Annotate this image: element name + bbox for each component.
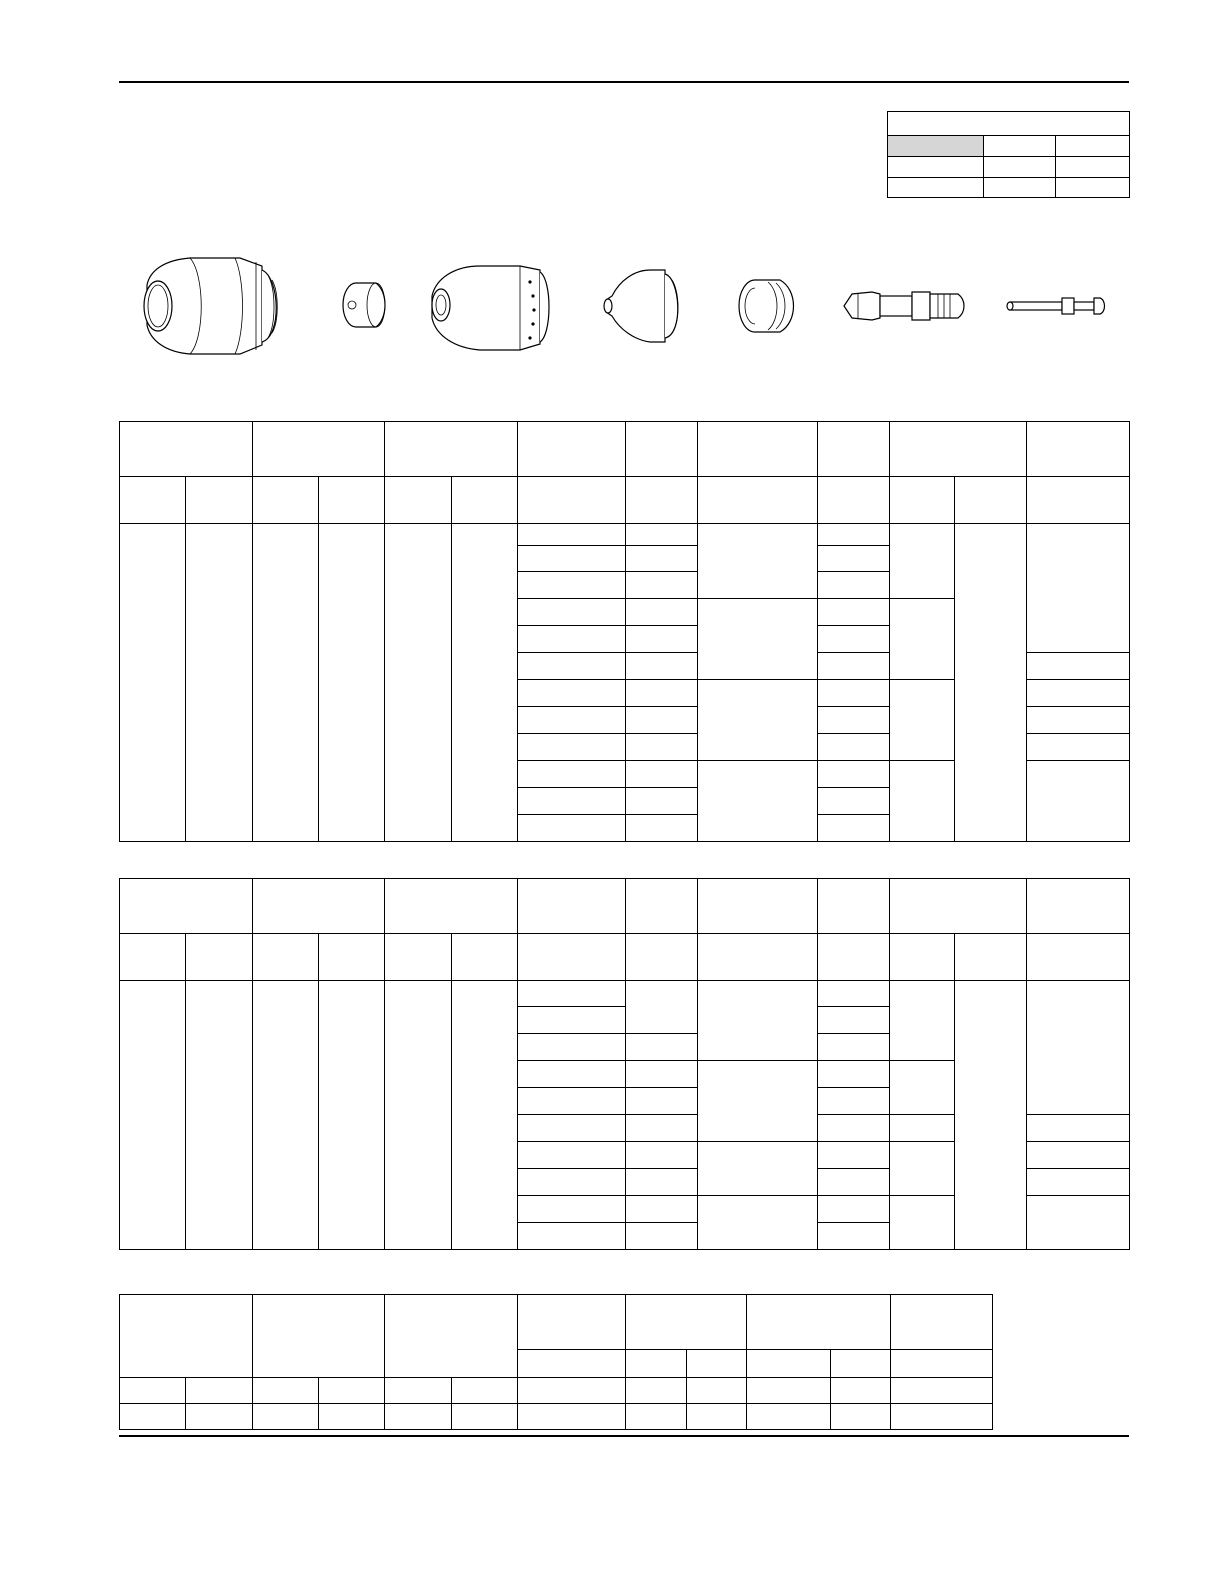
header-cell: [698, 879, 818, 934]
table-cell: [626, 788, 698, 815]
header-cell: [891, 1295, 993, 1350]
subheader-cell: [518, 477, 626, 524]
table-cell: [891, 1404, 993, 1430]
table-cell: [518, 1034, 626, 1061]
merged-cell: [890, 599, 955, 680]
merged-cell: [698, 599, 818, 680]
merged-cell: [1027, 761, 1130, 842]
merged-cell: [120, 981, 186, 1250]
header-cell: [626, 879, 698, 934]
table-cell: [1027, 653, 1130, 680]
table-cell: [818, 653, 890, 680]
table-cell: [518, 599, 626, 626]
merged-cell: [385, 524, 452, 842]
table-cell: [186, 1378, 253, 1404]
table-cell: [831, 1378, 891, 1404]
header-cell: [890, 422, 1027, 477]
header-cell: [253, 422, 385, 477]
table-cell: [626, 707, 698, 734]
merged-cell: [385, 981, 452, 1250]
table-cell: [626, 1223, 698, 1250]
table-cell: [518, 1223, 626, 1250]
merged-cell: [890, 680, 955, 761]
table-cell: [1027, 680, 1130, 707]
electrode-drawing: [844, 292, 964, 320]
table-cell: [626, 626, 698, 653]
table-cell: [253, 1404, 319, 1430]
table-cell: [626, 761, 698, 788]
header-cell: [253, 879, 385, 934]
subheader-cell: [253, 477, 319, 524]
table-cell: [818, 1196, 890, 1223]
table-cell: [818, 1061, 890, 1088]
subheader-cell: [891, 1350, 993, 1378]
table-cell: [818, 1142, 890, 1169]
merged-cell: [319, 524, 385, 842]
table-cell: [818, 1169, 890, 1196]
merged-cell: [120, 524, 186, 842]
subheader-cell: [747, 1350, 831, 1378]
header-cell: [890, 879, 1027, 934]
table-cell: [818, 788, 890, 815]
merged-cell: [1027, 524, 1130, 653]
table-cell: [818, 546, 890, 572]
merged-cell: [626, 981, 698, 1034]
merged-cell: [253, 524, 319, 842]
table-cell: [1027, 1115, 1130, 1142]
table-cell: [385, 1404, 452, 1430]
subheader-cell: [253, 934, 319, 981]
table-cell: [518, 1196, 626, 1223]
table-cell: [452, 1404, 518, 1430]
table-cell: [818, 734, 890, 761]
table-cell: [626, 734, 698, 761]
table-cell: [626, 1378, 687, 1404]
table-cell: [818, 815, 890, 842]
header-cell: [518, 879, 626, 934]
subheader-cell: [818, 934, 890, 981]
subheader-cell: [1027, 477, 1130, 524]
header-cell: [120, 422, 253, 477]
merged-cell: [452, 524, 518, 842]
table-cell: [626, 546, 698, 572]
header-cell: [385, 422, 518, 477]
table-cell: [518, 1088, 626, 1115]
header-cell: [698, 422, 818, 477]
bevel-table: [119, 1294, 993, 1430]
table-cell: [818, 1088, 890, 1115]
subheader-cell: [890, 934, 955, 981]
table-cell: [818, 1034, 890, 1061]
table-cell: [1027, 707, 1130, 734]
subheader-cell: [1027, 934, 1130, 981]
subheader-cell: [120, 934, 186, 981]
merged-cell: [955, 524, 1027, 842]
subheader-cell: [452, 934, 518, 981]
subheader-cell: [385, 477, 452, 524]
table-cell: [626, 653, 698, 680]
table-cell: [518, 524, 626, 546]
table-cell: [186, 1404, 253, 1430]
header-cell: [626, 422, 698, 477]
subheader-cell: [818, 477, 890, 524]
table-cell: [385, 1378, 452, 1404]
header-cell: [120, 879, 253, 934]
merged-cell: [186, 524, 253, 842]
merged-cell: [1027, 1196, 1130, 1250]
table-cell: [626, 1034, 698, 1061]
table-cell: [818, 1223, 890, 1250]
merged-cell: [1027, 981, 1130, 1115]
table-cell: [518, 1061, 626, 1088]
merged-cell: [186, 981, 253, 1250]
table-cell: [518, 707, 626, 734]
subheader-cell: [518, 934, 626, 981]
header-cell: [120, 1295, 253, 1378]
table-cell: [818, 524, 890, 546]
table-cell: [687, 1404, 747, 1430]
table-cell: [818, 761, 890, 788]
merged-cell: [698, 1061, 818, 1142]
header-cell: [518, 422, 626, 477]
header-cell: [1027, 422, 1130, 477]
table-cell: [818, 981, 890, 1007]
table-cell: [626, 1061, 698, 1088]
table-cell: [518, 981, 626, 1007]
table-cell: [626, 1404, 687, 1430]
table-cell: [120, 1404, 186, 1430]
table-cell: [1027, 734, 1130, 761]
shield-drawing: [144, 258, 277, 354]
subheader-cell: [687, 1350, 747, 1378]
subheader-cell: [890, 477, 955, 524]
header-cell: [747, 1295, 891, 1350]
subheader-cell: [955, 477, 1027, 524]
table-cell: [626, 1088, 698, 1115]
merged-cell: [890, 1061, 955, 1115]
header-cell: [818, 422, 890, 477]
table-cell: [747, 1378, 831, 1404]
merged-cell: [698, 981, 818, 1061]
table-cell: [518, 788, 626, 815]
water-tube-drawing: [1007, 298, 1105, 314]
table-cell: [518, 653, 626, 680]
table-cell: [626, 1142, 698, 1169]
table-cell: [518, 815, 626, 842]
table-cell: [120, 1378, 186, 1404]
header-cell: [385, 1295, 518, 1378]
subheader-cell: [385, 934, 452, 981]
table-cell: [818, 1007, 890, 1034]
table-cell: [518, 1378, 626, 1404]
table-cell: [818, 572, 890, 599]
header-cell: [626, 1295, 747, 1350]
subheader-cell: [831, 1350, 891, 1378]
subheader-cell: [186, 934, 253, 981]
swirl-ring-small-drawing: [343, 283, 385, 327]
cut-chart-table-1: [119, 421, 1130, 842]
table-cell: [687, 1378, 747, 1404]
table-cell: [890, 1115, 955, 1142]
table-cell: [626, 680, 698, 707]
table-cell: [626, 524, 698, 546]
merged-cell: [698, 1142, 818, 1196]
merged-cell: [698, 680, 818, 761]
merged-cell: [698, 1196, 818, 1250]
table-cell: [747, 1404, 831, 1430]
header-cell: [1027, 879, 1130, 934]
subheader-cell: [626, 477, 698, 524]
subheader-cell: [518, 1350, 626, 1378]
subheader-cell: [319, 477, 385, 524]
table-cell: [518, 734, 626, 761]
table-cell: [831, 1404, 891, 1430]
table-cell: [253, 1378, 319, 1404]
retaining-cap-drawing: [432, 266, 549, 350]
table-cell: [518, 1115, 626, 1142]
swirl-ring-drawing: [739, 280, 794, 332]
merged-cell: [698, 761, 818, 842]
merged-cell: [890, 1142, 955, 1196]
merged-cell: [890, 981, 955, 1061]
subheader-cell: [120, 477, 186, 524]
merged-cell: [319, 981, 385, 1250]
subheader-cell: [698, 477, 818, 524]
subheader-cell: [319, 934, 385, 981]
table-cell: [818, 626, 890, 653]
merged-cell: [955, 981, 1027, 1250]
header-cell: [818, 879, 890, 934]
table-cell: [319, 1404, 385, 1430]
subheader-cell: [698, 934, 818, 981]
header-cell: [253, 1295, 385, 1378]
merged-cell: [890, 1196, 955, 1250]
table-cell: [1027, 1142, 1130, 1169]
table-cell: [518, 1169, 626, 1196]
nozzle-drawing: [604, 270, 678, 342]
consumable-parts-illustration: [0, 0, 1224, 420]
subheader-cell: [186, 477, 253, 524]
table-cell: [891, 1378, 993, 1404]
footer-rule: [119, 1435, 1129, 1437]
table-cell: [818, 707, 890, 734]
subheader-cell: [626, 1350, 687, 1378]
merged-cell: [890, 524, 955, 599]
merged-cell: [698, 524, 818, 599]
merged-cell: [890, 761, 955, 842]
table-cell: [518, 680, 626, 707]
table-cell: [518, 572, 626, 599]
table-cell: [626, 815, 698, 842]
cut-chart-table-2: [119, 878, 1130, 1250]
table-cell: [518, 1142, 626, 1169]
header-cell: [518, 1295, 626, 1350]
table-cell: [626, 1169, 698, 1196]
merged-cell: [452, 981, 518, 1250]
table-cell: [1027, 1169, 1130, 1196]
table-cell: [626, 599, 698, 626]
table-cell: [518, 546, 626, 572]
table-cell: [518, 1007, 626, 1034]
table-cell: [518, 761, 626, 788]
table-cell: [319, 1378, 385, 1404]
merged-cell: [253, 981, 319, 1250]
subheader-cell: [452, 477, 518, 524]
table-cell: [518, 626, 626, 653]
subheader-cell: [955, 934, 1027, 981]
subheader-cell: [626, 934, 698, 981]
table-cell: [626, 572, 698, 599]
table-cell: [818, 680, 890, 707]
header-cell: [385, 879, 518, 934]
table-cell: [818, 1115, 890, 1142]
table-cell: [626, 1196, 698, 1223]
table-cell: [452, 1378, 518, 1404]
table-cell: [818, 599, 890, 626]
table-cell: [518, 1404, 626, 1430]
table-cell: [626, 1115, 698, 1142]
